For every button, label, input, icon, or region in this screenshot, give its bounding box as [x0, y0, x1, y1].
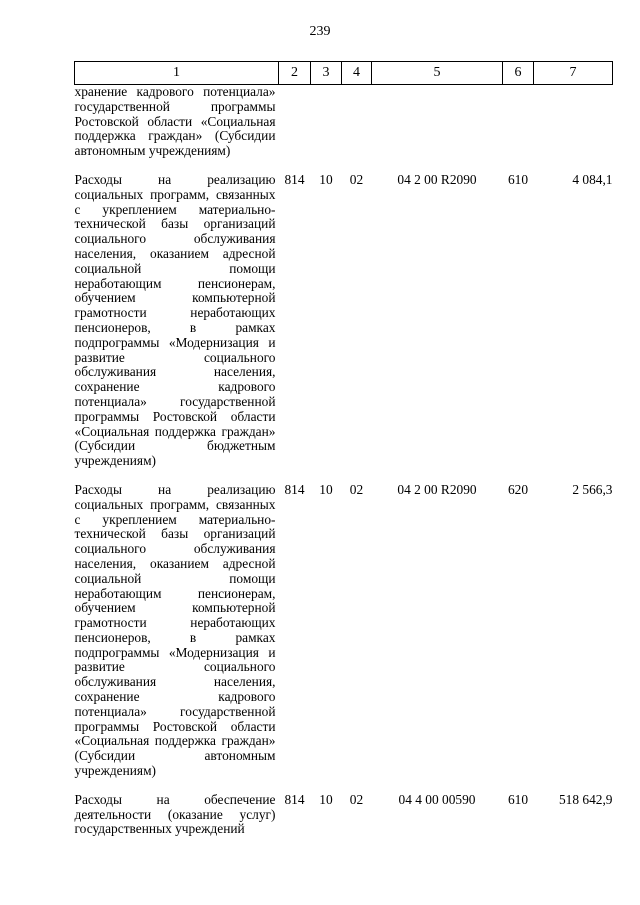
column-header-3: 3	[311, 62, 342, 85]
subsection-code: 02	[349, 791, 364, 807]
section-code: 10	[319, 481, 333, 497]
row-description: Расходы на реализацию социальных программ, связанных с укреплением материально-технической базы организаций социального обслуживания населения, оказанием адресной социальной помощи неработающим пенсионерам, обучением компьютерной грамотности неработающих пенсионеров, в рамках подпрограммы «Модернизация и развитие социального обслуживания населения, сохранение кадрового потенциала» государственной программы Ростовской области «Социальная поддержка граждан» (Субсидии бюджетным учреждениям)	[74, 171, 276, 469]
column-header-2: 2	[279, 62, 311, 85]
target-article-code	[372, 85, 503, 159]
amount	[534, 85, 613, 159]
section-code: 10	[319, 171, 333, 187]
amount: 2 566,3	[572, 481, 613, 497]
table-row	[75, 85, 613, 159]
column-header-1: 1	[75, 62, 279, 85]
column-header-5: 5	[372, 62, 503, 85]
expense-type-code: 620	[507, 481, 529, 497]
subsection-code: 02	[349, 481, 364, 497]
table-row	[75, 483, 613, 779]
target-article-code: 04 4 00 00590	[398, 791, 476, 807]
ministry-code	[279, 85, 311, 159]
amount: 518 642,9	[558, 791, 613, 807]
table-row	[75, 173, 613, 469]
row-description: хранение кадрового потенциала» государственной программы Ростовской области «Социальная поддержка граждан» (Субсидии автономным учреждениям)	[74, 84, 276, 159]
subsection-code	[342, 85, 372, 159]
target-article-code: 04 2 00 R2090	[397, 171, 477, 187]
row-description: Расходы на обеспечение деятельности (оказание услуг) государственных учреждений	[74, 791, 276, 837]
expense-type-code: 610	[507, 171, 529, 187]
expense-type-code: 610	[507, 791, 529, 807]
column-header-7: 7	[534, 62, 613, 85]
target-article-code: 04 2 00 R2090	[397, 481, 477, 497]
ministry-code: 814	[284, 791, 305, 807]
expense-type-code	[503, 85, 534, 159]
subsection-code: 02	[349, 171, 364, 187]
section-code	[311, 85, 342, 159]
column-header-4: 4	[342, 62, 372, 85]
budget-table	[74, 61, 613, 837]
column-header-6: 6	[503, 62, 534, 85]
table-header-row	[75, 62, 613, 85]
amount: 4 084,1	[572, 171, 613, 187]
section-code: 10	[319, 791, 333, 807]
ministry-code: 814	[284, 481, 305, 497]
row-description: Расходы на реализацию социальных программ, связанных с укреплением материально-технической базы организаций социального обслуживания населения, оказанием адресной социальной помощи неработающим пенсионерам, обучением компьютерной грамотности неработающих пенсионеров, в рамках подпрограммы «Модернизация и развитие социального обслуживания населения, сохранение кадрового потенциала» государственной программы Ростовской области «Социальная поддержка граждан» (Субсидии автономным учреждениям)	[74, 481, 276, 779]
page-number: 239	[309, 24, 331, 39]
ministry-code: 814	[284, 171, 305, 187]
table-row	[75, 793, 613, 837]
